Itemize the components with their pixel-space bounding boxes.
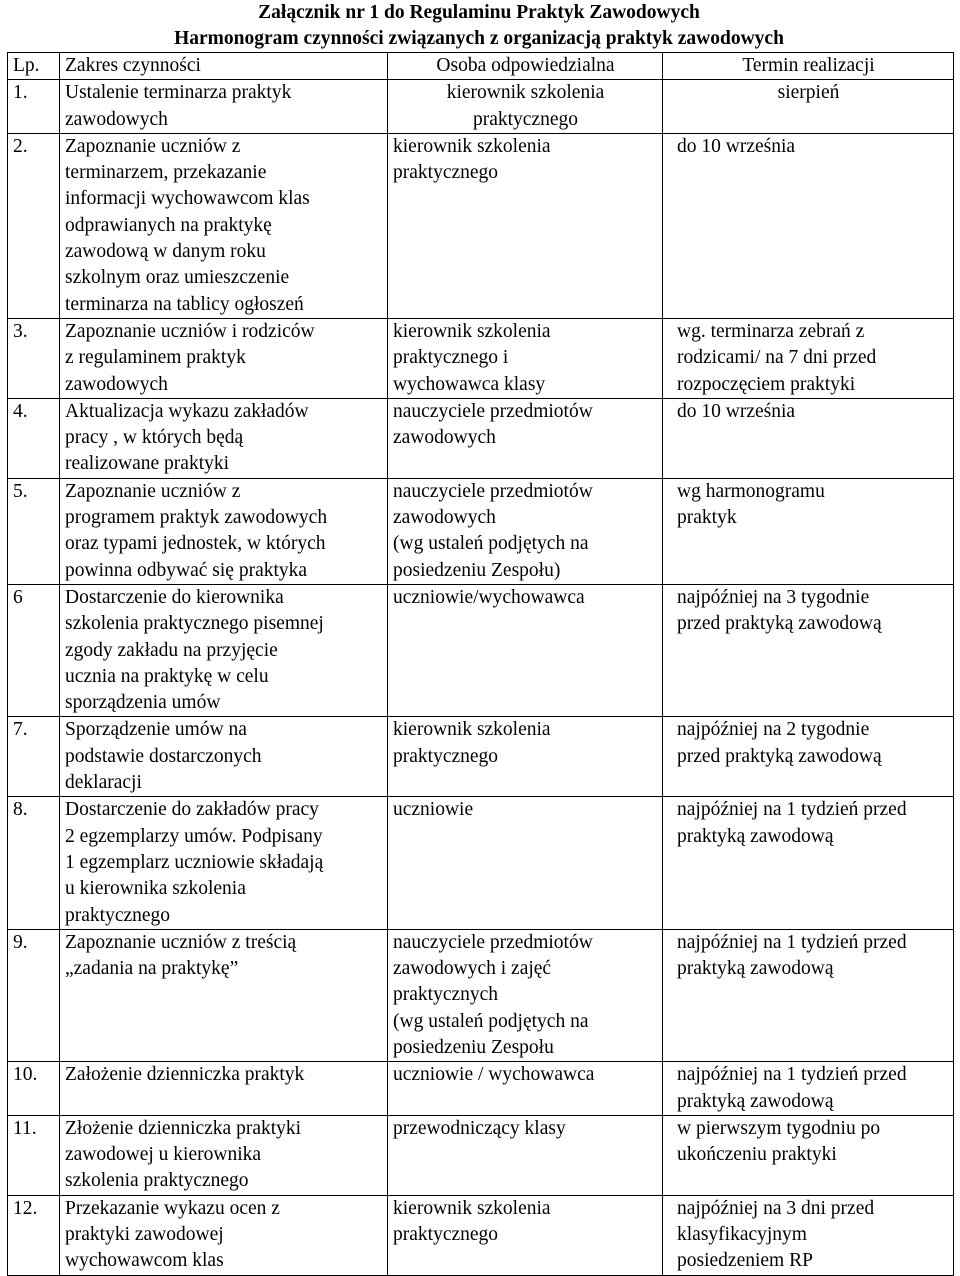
person-cell	[388, 1062, 663, 1116]
row-number: 6	[8, 584, 60, 716]
task-line: praktycznego	[65, 904, 171, 926]
task-cell	[60, 478, 388, 584]
term-line: wg. terminarza zebrań z	[677, 320, 865, 342]
person-line: uczniowie	[393, 799, 474, 821]
row-number: 8.	[8, 797, 60, 929]
person-cell	[388, 929, 663, 1061]
term-line: najpóźniej na 2 tygodnie	[677, 719, 870, 741]
task-line: Dostarczenie do kierownika	[65, 586, 284, 608]
person-cell	[388, 318, 663, 398]
term-line: praktyką zawodową	[677, 958, 834, 980]
term-line: przed praktyką zawodową	[677, 613, 882, 635]
term-line: najpóźniej na 1 tydzień przed	[677, 1064, 907, 1086]
row-number: 3.	[8, 318, 60, 398]
task-cell	[60, 318, 388, 398]
task-line: 2 egzemplarzy umów. Podpisany	[65, 825, 323, 847]
term-line: przed praktyką zawodową	[677, 745, 882, 767]
person-line: posiedzeniu Zespołu	[393, 1036, 554, 1058]
task-cell	[60, 584, 388, 716]
term-line: do 10 września	[677, 400, 796, 422]
term-line: najpóźniej na 3 tygodnie	[677, 586, 870, 608]
table-row	[8, 584, 954, 716]
person-line: praktycznego	[393, 1224, 499, 1246]
task-line: Zapoznanie uczniów z	[65, 480, 241, 502]
person-cell	[388, 133, 663, 318]
task-line: informacji wychowawcom klas	[65, 188, 310, 210]
task-line: u kierownika szkolenia	[65, 878, 246, 900]
term-line: najpóźniej na 3 dni przed	[677, 1197, 875, 1219]
task-line: szkolenia praktycznego pisemnej	[65, 613, 324, 635]
task-line: szkolnym oraz umieszczenie	[65, 267, 290, 289]
table-row	[8, 717, 954, 797]
person-cell	[388, 478, 663, 584]
term-line: rozpoczęciem praktyki	[677, 373, 856, 395]
task-line: powinna odbywać się praktyka	[65, 559, 308, 581]
person-line: praktycznego	[472, 108, 579, 130]
person-cell	[388, 80, 663, 134]
attachment-title: Załącznik nr 1 do Regulaminu Praktyk Zawodowych	[258, 2, 700, 23]
task-line: Dostarczenie do zakładów pracy	[65, 799, 319, 821]
task-line: wychowawcom klas	[65, 1250, 224, 1272]
person-line: nauczyciele przedmiotów	[393, 480, 593, 502]
task-line: Zapoznanie uczniów z	[65, 135, 241, 157]
person-cell	[388, 1195, 663, 1275]
row-number: 9.	[8, 929, 60, 1061]
person-line: uczniowie/wychowawca	[393, 586, 585, 608]
term-cell	[663, 584, 954, 716]
term-line: praktyką zawodową	[677, 1090, 834, 1112]
person-line: zawodowych	[393, 427, 496, 449]
person-line: (wg ustaleń podjętych na	[393, 1010, 589, 1032]
task-line: „zadania na praktykę”	[65, 958, 239, 980]
task-cell	[60, 1062, 388, 1116]
person-line: kierownik szkolenia	[393, 1197, 551, 1219]
task-cell	[60, 1115, 388, 1195]
term-cell	[663, 1195, 954, 1275]
term-cell	[663, 80, 954, 134]
row-number: 1.	[8, 80, 60, 134]
task-line: odprawianych na praktykę	[65, 214, 272, 236]
term-cell	[663, 929, 954, 1061]
table-row	[8, 1115, 954, 1195]
term-cell	[663, 1062, 954, 1116]
row-number: 2.	[8, 133, 60, 318]
task-line: zawodowych	[65, 373, 168, 395]
task-line: 1 egzemplarz uczniowie składają	[65, 851, 324, 873]
term-cell	[663, 797, 954, 929]
task-line: Przekazanie wykazu ocen z	[65, 1197, 280, 1219]
person-cell	[388, 797, 663, 929]
document-header	[0, 0, 960, 52]
table-row	[8, 398, 954, 478]
task-line: zawodową w danym roku	[65, 241, 266, 263]
term-cell	[663, 717, 954, 797]
task-line: Założenie dzienniczka praktyk	[65, 1064, 305, 1086]
person-line: kierownik szkolenia	[393, 320, 551, 342]
person-line: zawodowych	[393, 507, 496, 529]
person-line: przewodniczący klasy	[393, 1117, 566, 1139]
task-line: podstawie dostarczonych	[65, 745, 262, 767]
task-line: Zapoznanie uczniów z treścią	[65, 931, 297, 953]
task-line: terminarzem, przekazanie	[65, 162, 267, 184]
person-line: nauczyciele przedmiotów	[393, 400, 593, 422]
task-line: Ustalenie terminarza praktyk	[65, 82, 292, 104]
term-cell	[663, 398, 954, 478]
task-line: pracy , w których będą	[65, 427, 244, 449]
person-line: wychowawca klasy	[393, 373, 546, 395]
task-line: programem praktyk zawodowych	[65, 507, 328, 529]
term-cell	[663, 318, 954, 398]
table-row	[8, 929, 954, 1061]
row-number: 10.	[8, 1062, 60, 1116]
term-line: praktyką zawodową	[677, 825, 834, 847]
table-row	[8, 133, 954, 318]
task-line: Zapoznanie uczniów i rodziców	[65, 320, 315, 342]
person-cell	[388, 584, 663, 716]
person-line: praktycznego	[393, 162, 499, 184]
task-line: z regulaminem praktyk	[65, 347, 246, 369]
term-line: do 10 września	[677, 135, 796, 157]
task-cell	[60, 717, 388, 797]
person-line: (wg ustaleń podjętych na	[393, 533, 589, 555]
task-cell	[60, 929, 388, 1061]
row-number: 4.	[8, 398, 60, 478]
task-cell	[60, 80, 388, 134]
person-line: praktycznych	[393, 984, 499, 1006]
task-line: sporządzenia umów	[65, 692, 221, 714]
table-row	[8, 318, 954, 398]
term-line: praktyk	[677, 507, 737, 529]
row-number: 7.	[8, 717, 60, 797]
task-cell	[60, 1195, 388, 1275]
task-line: ucznia na praktykę w celu	[65, 665, 269, 687]
table-header-row	[8, 53, 954, 80]
term-line: najpóźniej na 1 tydzień przed	[677, 799, 907, 821]
person-line: kierownik szkolenia	[393, 135, 551, 157]
person-line: kierownik szkolenia	[446, 82, 605, 104]
task-line: zawodowej u kierownika	[65, 1144, 262, 1166]
task-cell	[60, 133, 388, 318]
person-line: nauczyciele przedmiotów	[393, 931, 593, 953]
task-cell	[60, 398, 388, 478]
table-row	[8, 478, 954, 584]
person-line: zawodowych i zajęć	[393, 958, 552, 980]
task-line: szkolenia praktycznego	[65, 1170, 249, 1192]
person-cell	[388, 1115, 663, 1195]
schedule-body	[8, 80, 954, 1275]
person-line: uczniowie / wychowawca	[393, 1064, 595, 1086]
term-cell	[663, 478, 954, 584]
table-row	[8, 1195, 954, 1275]
term-line: sierpień	[777, 82, 840, 104]
term-line: rodzicami/ na 7 dni przed	[677, 347, 877, 369]
column-header-lp: Lp.	[8, 53, 60, 80]
task-line: praktyki zawodowej	[65, 1224, 224, 1246]
schedule-table	[7, 52, 954, 1276]
term-line: wg harmonogramu	[677, 480, 825, 502]
task-line: realizowane praktyki	[65, 453, 230, 475]
person-line: praktycznego i	[393, 347, 509, 369]
task-line: Złożenie dzienniczka praktyki	[65, 1117, 302, 1139]
task-line: Aktualizacja wykazu zakładów	[65, 400, 309, 422]
term-cell	[663, 1115, 954, 1195]
column-header-person	[388, 53, 663, 80]
task-line: zawodowych	[65, 108, 168, 130]
person-line: kierownik szkolenia	[393, 719, 551, 741]
table-row	[8, 80, 954, 134]
term-line: w pierwszym tygodniu po	[677, 1117, 881, 1139]
row-number: 11.	[8, 1115, 60, 1195]
person-line: praktycznego	[393, 745, 499, 767]
column-header-term	[663, 53, 954, 80]
table-row	[8, 1062, 954, 1116]
person-cell	[388, 398, 663, 478]
term-line: posiedzeniem RP	[677, 1250, 813, 1272]
term-line: ukończeniu praktyki	[677, 1144, 837, 1166]
table-row	[8, 797, 954, 929]
column-header-term-label: Termin realizacji	[742, 55, 875, 76]
task-line: zgody zakładu na przyjęcie	[65, 639, 278, 661]
schedule-title: Harmonogram czynności związanych z organizacją praktyk zawodowych	[174, 28, 784, 49]
term-line: klasyfikacyjnym	[677, 1224, 807, 1246]
task-line: oraz typami jednostek, w których	[65, 533, 326, 555]
task-cell	[60, 797, 388, 929]
task-line: deklaracji	[65, 772, 142, 794]
task-line: Sporządzenie umów na	[65, 719, 247, 741]
term-line: najpóźniej na 1 tydzień przed	[677, 931, 907, 953]
person-cell	[388, 717, 663, 797]
person-line: posiedzeniu Zespołu)	[393, 559, 561, 581]
term-cell	[663, 133, 954, 318]
column-header-person-label: Osoba odpowiedzialna	[436, 55, 615, 76]
row-number: 5.	[8, 478, 60, 584]
column-header-task: Zakres czynności	[60, 53, 388, 80]
task-line: terminarza na tablicy ogłoszeń	[65, 293, 304, 315]
row-number: 12.	[8, 1195, 60, 1275]
